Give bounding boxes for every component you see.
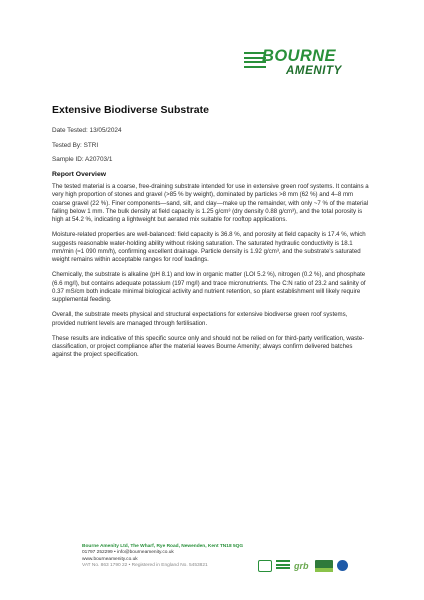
page-title: Extensive Biodiverse Substrate bbox=[52, 104, 209, 116]
logo-name: BOURNE bbox=[262, 47, 336, 65]
report-body bbox=[52, 183, 370, 366]
footer-registration: VAT No. 863 1790 22 • Registered in England No. 5453821 bbox=[82, 563, 208, 569]
logo-subname: AMENITY bbox=[286, 65, 342, 77]
footer-contact: 01797 252299 • info@bourneamenity.co.uk bbox=[82, 550, 174, 556]
grb-icon: grb bbox=[294, 561, 309, 571]
section-heading: Report Overview bbox=[52, 171, 107, 178]
footer-website[interactable]: www.bourneamenity.co.uk bbox=[82, 556, 138, 562]
footer-address: Bourne Amenity Ltd, The Wharf, Rye Road, Newenden, Kent TN18 5QG bbox=[82, 544, 244, 549]
paragraph: These results are indicative of this specific source only and should not be relied on for third-party verification, waste-classification, or project compliance after the material leaves Bourne Amenity; always confirm delivered batches against the project specification. bbox=[52, 334, 365, 359]
sample-id: Sample ID: A20703/1 bbox=[52, 156, 113, 163]
paragraph: Moisture-related properties are well-balanced: field capacity is 36.8 %, and porosity at field capacity is 17.4 %, which suggests reasonable water-holding ability without risking saturation. The saturated hydraulic conductivity is 18.1 mm/min (≈1 090 mm/h), confirming excellent drainage. Particle density is 1.92 g/cm³, and the substrate's saturated weight remains within acceptable ranges for roof loadings. bbox=[52, 231, 366, 264]
tested-by: Tested By: STRI bbox=[52, 142, 99, 149]
accreditation-badges bbox=[258, 560, 398, 574]
paragraph: The tested material is a coarse, free-draining substrate intended for use in extensive green roof systems. It contains a very high proportion of stones and gravel (>85 % by weight), dominated by particles >8 mm (62 %) and 4–8 mm coarse gravel (22 %). Finer components—sand, silt, and clay—make up the remainder, with only ~7 % of the material falling below 1 mm. The bulk density at field capacity is 1.25 g/cm³ (dry density 0.88 g/cm³), and the total porosity is high at 54.2 %, indicating a lightweight but aerated mix suitable for rooftop applications. bbox=[52, 183, 369, 224]
green-roof-icon bbox=[315, 560, 333, 572]
paragraph: Overall, the substrate meets physical and structural expectations for extensive biodiverse green roof systems, provided nutrient levels are managed through fertilisation. bbox=[52, 311, 348, 327]
round-seal-icon bbox=[337, 560, 348, 571]
paragraph: Chemically, the substrate is alkaline (pH 8.1) and low in organic matter (LOI 5.2 %), nitrogen (0.2 %), and phosphate (6.6 mg/l), but contains adequate potassium (197 mg/l) and trace micronutrients. The C:N ratio of 23.2 and salinity of 0.37 mS/cm both indicate minimal biological activity and nutrient retention, so plant establishment will likely require supplemental feeding. bbox=[52, 271, 366, 304]
date-tested: Date Tested: 13/05/2024 bbox=[52, 127, 122, 134]
lines-logo-icon bbox=[276, 560, 290, 572]
company-logo bbox=[244, 47, 380, 80]
accreditation-icon bbox=[258, 560, 272, 572]
